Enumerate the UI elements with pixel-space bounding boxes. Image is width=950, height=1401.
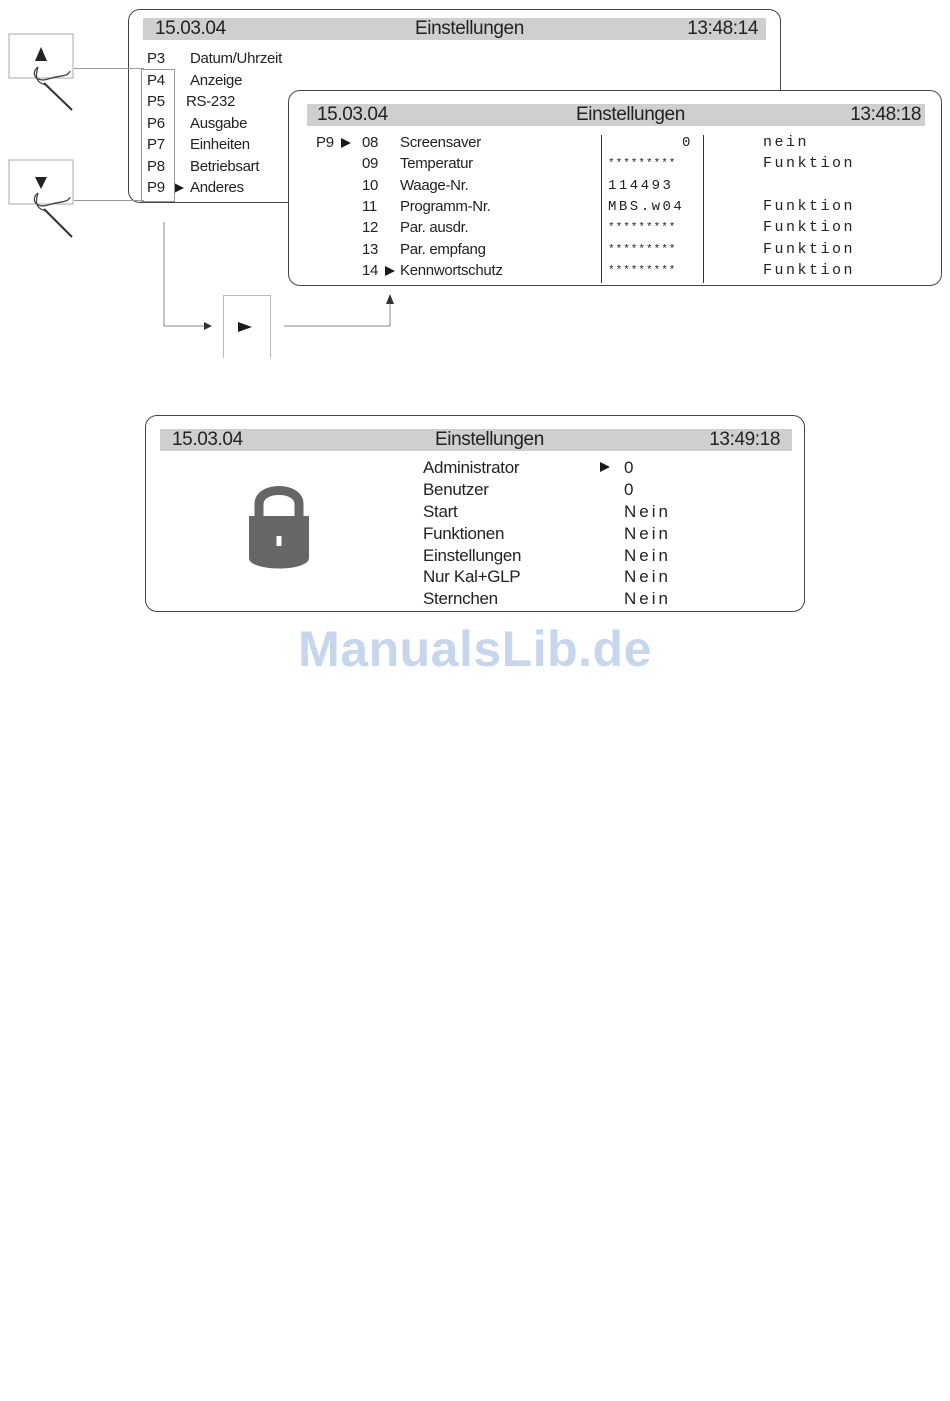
header-date: 15.03.04: [317, 104, 388, 125]
menu-item-code: P6: [147, 115, 165, 132]
password-row-benutzer[interactable]: [423, 480, 637, 500]
password-row-administrator[interactable]: [423, 458, 637, 478]
row-number: 14: [362, 262, 379, 279]
row-number: 11: [362, 198, 377, 215]
menu-item-code: P7: [147, 136, 165, 153]
row-label: Kennwortschutz: [400, 262, 503, 279]
header-title: Einstellungen: [576, 104, 685, 125]
row-value: Nein: [624, 589, 671, 608]
row-value: 114493: [608, 178, 674, 194]
header-time: 13:49:18: [709, 429, 780, 450]
down-arrow-key-icon[interactable]: [8, 159, 78, 239]
row-value: 0: [624, 458, 637, 477]
parameter-row-11[interactable]: [362, 198, 856, 216]
header-date: 15.03.04: [172, 429, 243, 450]
row-label: Benutzer: [423, 480, 489, 499]
row-number: 08: [362, 134, 379, 151]
menu-item-code: P3: [147, 50, 165, 67]
row-label: Nur Kal+GLP: [423, 567, 521, 586]
group-code: P9: [316, 134, 334, 151]
row-value: Nein: [624, 546, 671, 565]
menu-item-code: P8: [147, 158, 165, 175]
row-value: MBS.w04: [608, 199, 685, 215]
row-label: Start: [423, 502, 458, 521]
column-divider-right: [703, 135, 704, 283]
password-row-einstellungen[interactable]: [423, 546, 671, 566]
header-title: Einstellungen: [435, 429, 544, 450]
password-row-kal-glp[interactable]: [423, 567, 671, 587]
row-label: Par. ausdr.: [400, 219, 469, 236]
menu-item-label: RS-232: [186, 93, 236, 110]
screen-header: [143, 18, 766, 40]
row-value: Nein: [624, 502, 671, 521]
header-time: 13:48:14: [687, 18, 758, 39]
row-option: Funktion: [763, 262, 856, 279]
connector-line: [74, 200, 144, 201]
row-label: Temperatur: [400, 155, 473, 172]
row-label: Screensaver: [400, 134, 481, 151]
row-label: Administrator: [423, 458, 520, 477]
right-arrow-glyph: [238, 322, 252, 332]
selection-arrow-icon: [600, 462, 610, 472]
column-divider-left: [601, 135, 602, 283]
row-label: Sternchen: [423, 589, 498, 608]
connector-arrow-to-key: [160, 222, 400, 362]
row-option: nein: [763, 134, 810, 151]
group-label: [316, 134, 334, 152]
row-value: *********: [608, 265, 677, 277]
row-option: Funktion: [763, 155, 856, 172]
selection-arrow-icon: [174, 183, 184, 193]
parameter-row-10[interactable]: [362, 177, 674, 195]
selection-arrow-icon: [341, 138, 351, 148]
row-option: Funktion: [763, 219, 856, 236]
menu-item-label: Einheiten: [190, 136, 250, 153]
menu-item-code: P5: [147, 93, 165, 110]
row-value: *********: [608, 158, 677, 170]
row-label: Waage-Nr.: [400, 177, 469, 194]
row-label: Einstellungen: [423, 546, 522, 565]
menu-item-code: P9: [147, 179, 165, 196]
right-arrow-key-icon[interactable]: [223, 295, 271, 358]
row-value: 0: [624, 480, 637, 499]
password-row-sternchen[interactable]: [423, 589, 671, 609]
row-option: Funktion: [763, 241, 856, 258]
parameter-row-08[interactable]: [362, 134, 810, 152]
password-row-funktionen[interactable]: [423, 524, 671, 544]
menu-item-label: Datum/Uhrzeit: [190, 50, 282, 67]
row-value: Nein: [624, 524, 671, 543]
row-number: 09: [362, 155, 379, 172]
header-time: 13:48:18: [850, 104, 921, 125]
menu-item-code: P4: [147, 72, 165, 89]
connector-line: [74, 68, 144, 69]
row-label: Par. empfang: [400, 241, 486, 258]
row-value: *********: [608, 244, 677, 256]
header-title: Einstellungen: [415, 18, 524, 39]
row-option: Funktion: [763, 198, 856, 215]
parameter-row-09[interactable]: [362, 155, 856, 173]
selection-bracket: [141, 69, 175, 202]
menu-item-label: Anderes: [190, 179, 244, 196]
screen-header: [160, 429, 792, 451]
row-number: 10: [362, 177, 379, 194]
row-number: 13: [362, 241, 379, 258]
row-label: Programm-Nr.: [400, 198, 491, 215]
menu-item-label: Ausgabe: [190, 115, 248, 132]
row-label: Funktionen: [423, 524, 505, 543]
menu-item-label: Anzeige: [190, 72, 243, 89]
row-number: 12: [362, 219, 379, 236]
row-value: 0: [682, 135, 693, 151]
up-arrow-key-icon[interactable]: [8, 33, 78, 113]
screen-header: [307, 104, 925, 126]
menu-item-label: Betriebsart: [190, 158, 260, 175]
header-date: 15.03.04: [155, 18, 226, 39]
watermark: ManualsLib.de: [298, 621, 652, 677]
row-value: Nein: [624, 567, 671, 586]
password-row-start[interactable]: [423, 502, 671, 522]
menu-item-p3[interactable]: [147, 50, 282, 68]
padlock-icon: [245, 476, 313, 576]
row-value: *********: [608, 222, 677, 234]
